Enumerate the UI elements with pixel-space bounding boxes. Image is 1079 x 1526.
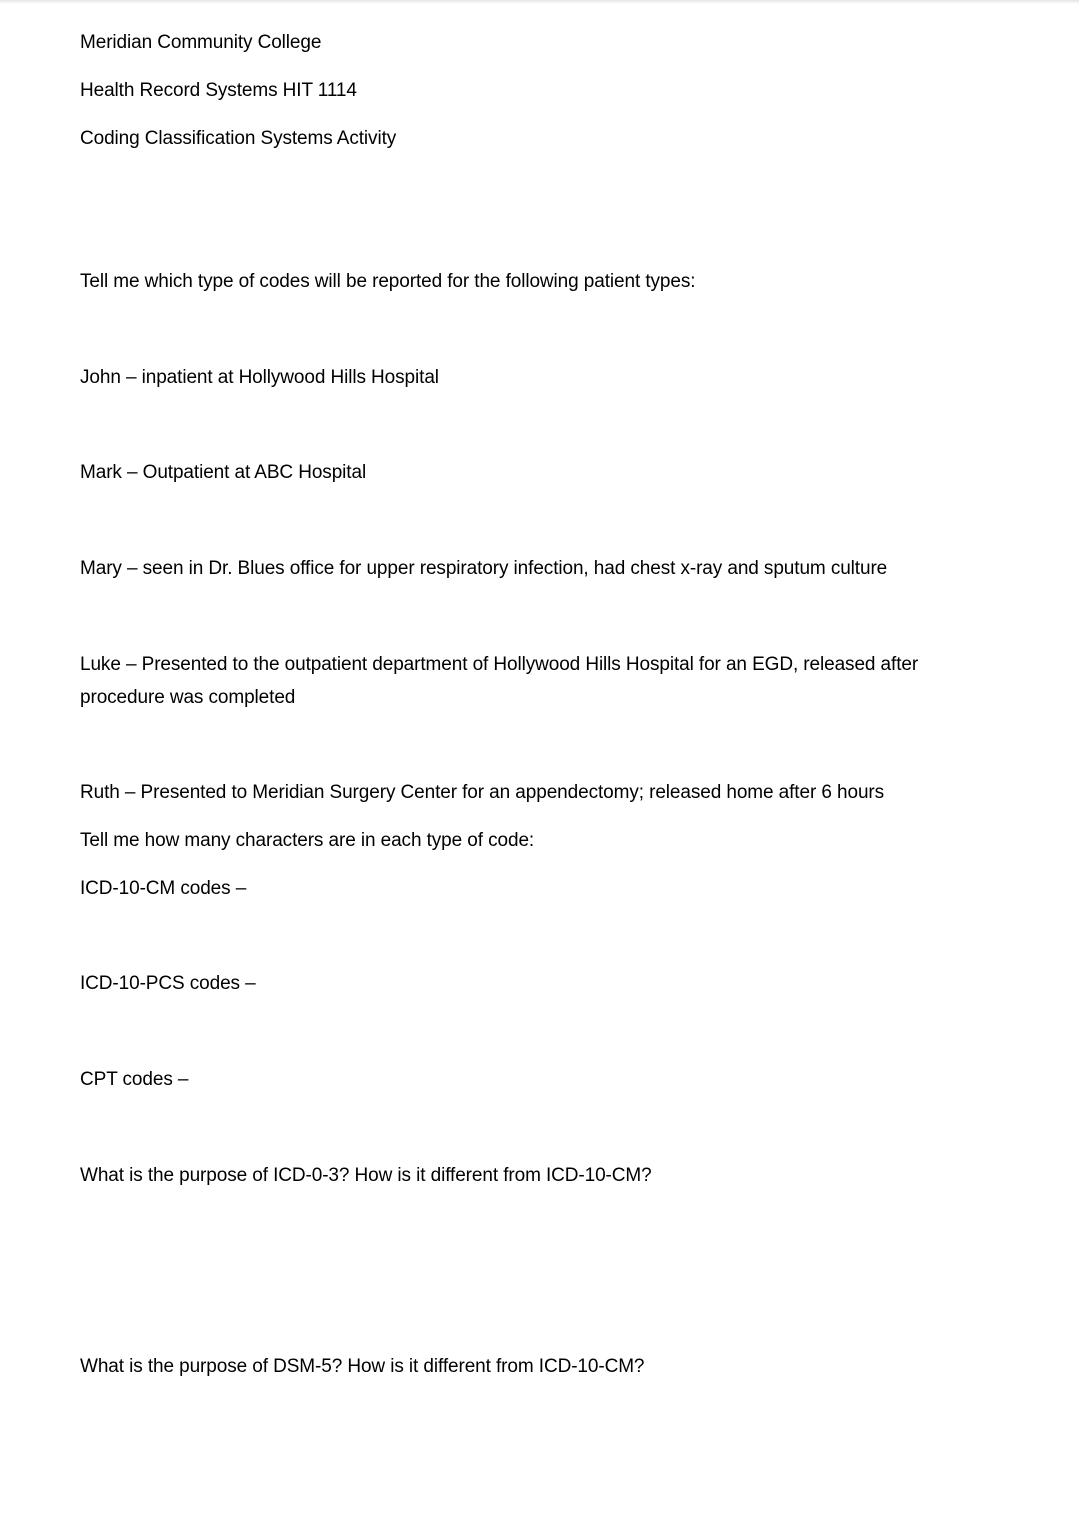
question-dsm5: What is the purpose of DSM-5? How is it different from ICD-10-CM? — [80, 1356, 645, 1377]
patient-item-luke: Luke – Presented to the outpatient department of Hollywood Hills Hospital for an EGD, released after procedure was completed — [80, 654, 919, 708]
code-item-icd10cm: ICD-10-CM codes – — [80, 878, 247, 899]
patient-item-mark: Mark – Outpatient at ABC Hospital — [80, 462, 367, 483]
patient-item-ruth: Ruth – Presented to Meridian Surgery Center for an appendectomy; released home after 6 hours — [80, 782, 885, 803]
activity-title: Coding Classification Systems Activity — [80, 128, 397, 149]
patient-item-john: John – inpatient at Hollywood Hills Hospital — [80, 367, 439, 388]
code-item-cpt: CPT codes – — [80, 1069, 189, 1090]
characters-prompt: Tell me how many characters are in each type of code: — [80, 830, 535, 851]
course-title: Health Record Systems HIT 1114 — [80, 80, 357, 101]
code-item-icd10pcs: ICD-10-PCS codes – — [80, 973, 256, 994]
college-name: Meridian Community College — [80, 32, 322, 53]
patient-item-mary: Mary – seen in Dr. Blues office for upper respiratory infection, had chest x-ray and sputum culture — [80, 558, 888, 579]
patient-types-prompt: Tell me which type of codes will be reported for the following patient types: — [80, 271, 696, 292]
question-icdo3: What is the purpose of ICD-0-3? How is it different from ICD-10-CM? — [80, 1165, 652, 1186]
page-top-shadow — [0, 0, 1079, 4]
